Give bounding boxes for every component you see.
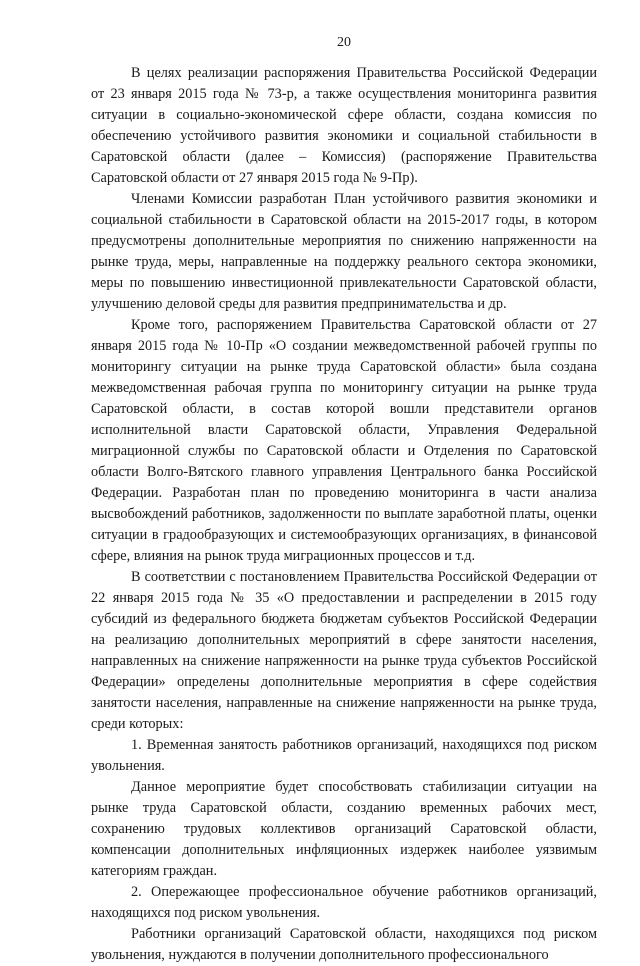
paragraph-stabilization: Данное мероприятие будет способствовать стабилизации ситуации на рынке труда Саратовской области, созданию временных рабочих мест, сохранению трудовых коллективов организаций Саратовской области, компенсации дополнительных инфляционных издержек наиболее уязвимым категориям граждан. xyxy=(91,779,597,879)
paragraph-commission-created: В целях реализации распоряжения Правительства Российской Федерации от 23 января 2015 года № 73-р, а также осуществления мониторинга развития ситуации в социально-экономической сфере области, создана комиссия по обеспечению устойчивого развития экономики и социальной стабильности в Саратовской области (далее – Комиссия) (распоряжение Правительства Саратовской области от 27 января 2015 года № 9-Пр). xyxy=(91,65,597,186)
paragraph-working-group: Кроме того, распоряжением Правительства Саратовской области от 27 января 2015 года № 10-Пр «О создании межведомственной рабочей группы по мониторингу ситуации на рынке труда Саратовской области» была создана межведомственная рабочая группа по мониторингу ситуации на рынке труда Саратовской области, в состав которой вошли представители органов исполнительной власти Саратовской области, Управления Федеральной миграционной службы по Саратовской области и Отделения по Саратовской области Волго-Вятского главного управления Центрального банка Российской Федерации. Разработан план по проведению мониторинга в части анализа высвобождений работников, задолженности по выплате заработной платы, оценки ситуации в градообразующих и системообразующих организациях, в финансовой сфере, влияния на рынок труда миграционных процессов и т.д. xyxy=(91,317,597,564)
paragraph-federal-decree: В соответствии с постановлением Правительства Российской Федерации от 22 января 2015 года № 35 «О предоставлении и распределении в 2015 году субсидий из федерального бюджета бюджетам субъектов Российской Федерации на реализацию дополнительных мероприятий в сфере занятости населения, направленных на снижение напряженности на рынке труда субъектов Российской Федерации» определены дополнительные мероприятия в сфере содействия занятости населения, направленные на снижение напряженности на рынке труда, среди которых: xyxy=(91,569,597,732)
page-number: 20 xyxy=(337,35,351,50)
list-item-temporary-employment: 1. Временная занятость работников организаций, находящихся под риском увольнения. xyxy=(91,737,597,774)
paragraph-workers-need-training: Работники организаций Саратовской области, находящихся под риском увольнения, нуждаются в получении дополнительного профессионального xyxy=(91,926,597,963)
list-item-advanced-training: 2. Опережающее профессиональное обучение работников организаций, находящихся под риском увольнения. xyxy=(91,884,597,921)
paragraph-sustainable-plan: Членами Комиссии разработан План устойчивого развития экономики и социальной стабильности в Саратовской области на 2015-2017 годы, в котором предусмотрены дополнительные мероприятия по снижению напряженности на рынке труда, меры, направленные на поддержку реального сектора экономики, меры по повышению инвестиционной привлекательности Саратовской области, улучшению деловой среды для развития предпринимательства и др. xyxy=(91,191,597,312)
